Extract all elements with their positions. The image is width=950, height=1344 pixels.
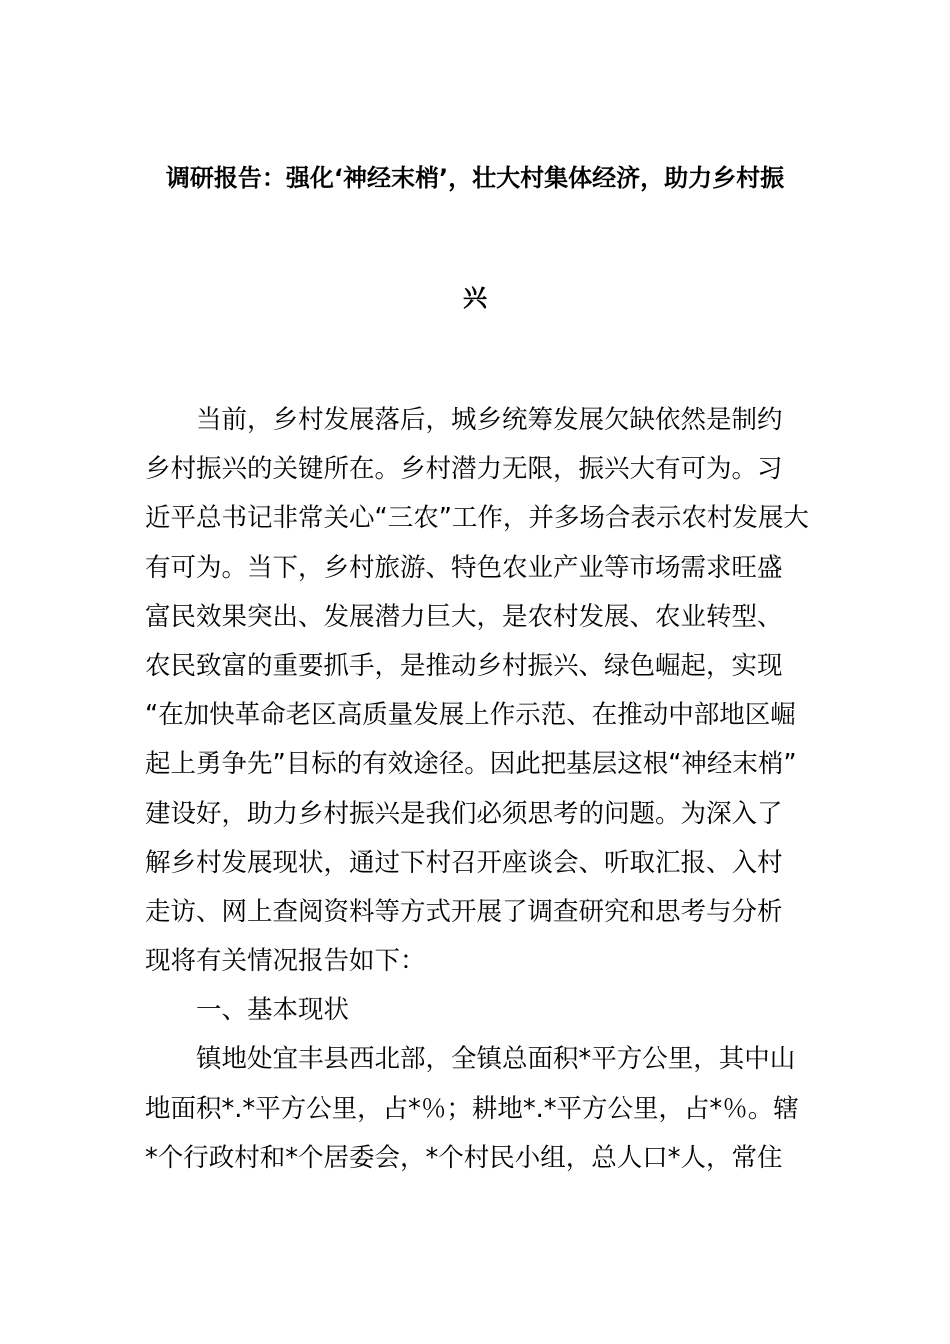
paragraph-line: 现将有关情况报告如下： — [145, 946, 426, 977]
paragraph-line: 富民效果突出、发展潜力巨大，是农村发展、农业转型、 — [145, 601, 783, 632]
paragraph-line: *个行政村和*个居委会，*个村民小组，总人口*人，常住 — [145, 1142, 783, 1173]
paragraph-line: 走访、网上查阅资料等方式开展了调查研究和思考与分析 — [145, 896, 783, 927]
paragraph-line: “在加快革命老区高质量发展上作示范、在推动中部地区崛 — [145, 700, 796, 731]
section-heading: 一、基本现状 — [196, 995, 350, 1026]
paragraph-line: 当前，乡村发展落后，城乡统筹发展欠缺依然是制约 — [196, 405, 783, 435]
paragraph-line: 起上勇争先”目标的有效途径。因此把基层这根“神经末梢” — [145, 749, 797, 780]
document-title-line-1: 调研报告：强化‘神经末梢’，壮大村集体经济，助力乡村振 — [165, 164, 785, 192]
paragraph-line: 有可为。当下，乡村旅游、特色农业产业等市场需求旺盛 — [145, 552, 783, 583]
paragraph-line: 乡村振兴的关键所在。乡村潜力无限，振兴大有可为。习 — [145, 454, 783, 485]
paragraph-line: 镇地处宜丰县西北部，全镇总面积*平方公里，其中山 — [196, 1044, 796, 1075]
paragraph-line: 农民致富的重要抓手，是推动乡村振兴、绿色崛起，实现 — [145, 650, 783, 681]
paragraph-line: 解乡村发展现状，通过下村召开座谈会、听取汇报、入村 — [145, 847, 783, 878]
document-body — [145, 396, 815, 1183]
document-title-line-2: 兴 — [463, 284, 487, 312]
paragraph-line: 近平总书记非常关心“三农”工作，并多场合表示农村发展大 — [145, 503, 809, 534]
paragraph-line: 建设好，助力乡村振兴是我们必须思考的问题。为深入了 — [145, 798, 783, 829]
paragraph-line: 地面积*.*平方公里，占*％；耕地*.*平方公里，占*％。辖 — [145, 1093, 799, 1124]
